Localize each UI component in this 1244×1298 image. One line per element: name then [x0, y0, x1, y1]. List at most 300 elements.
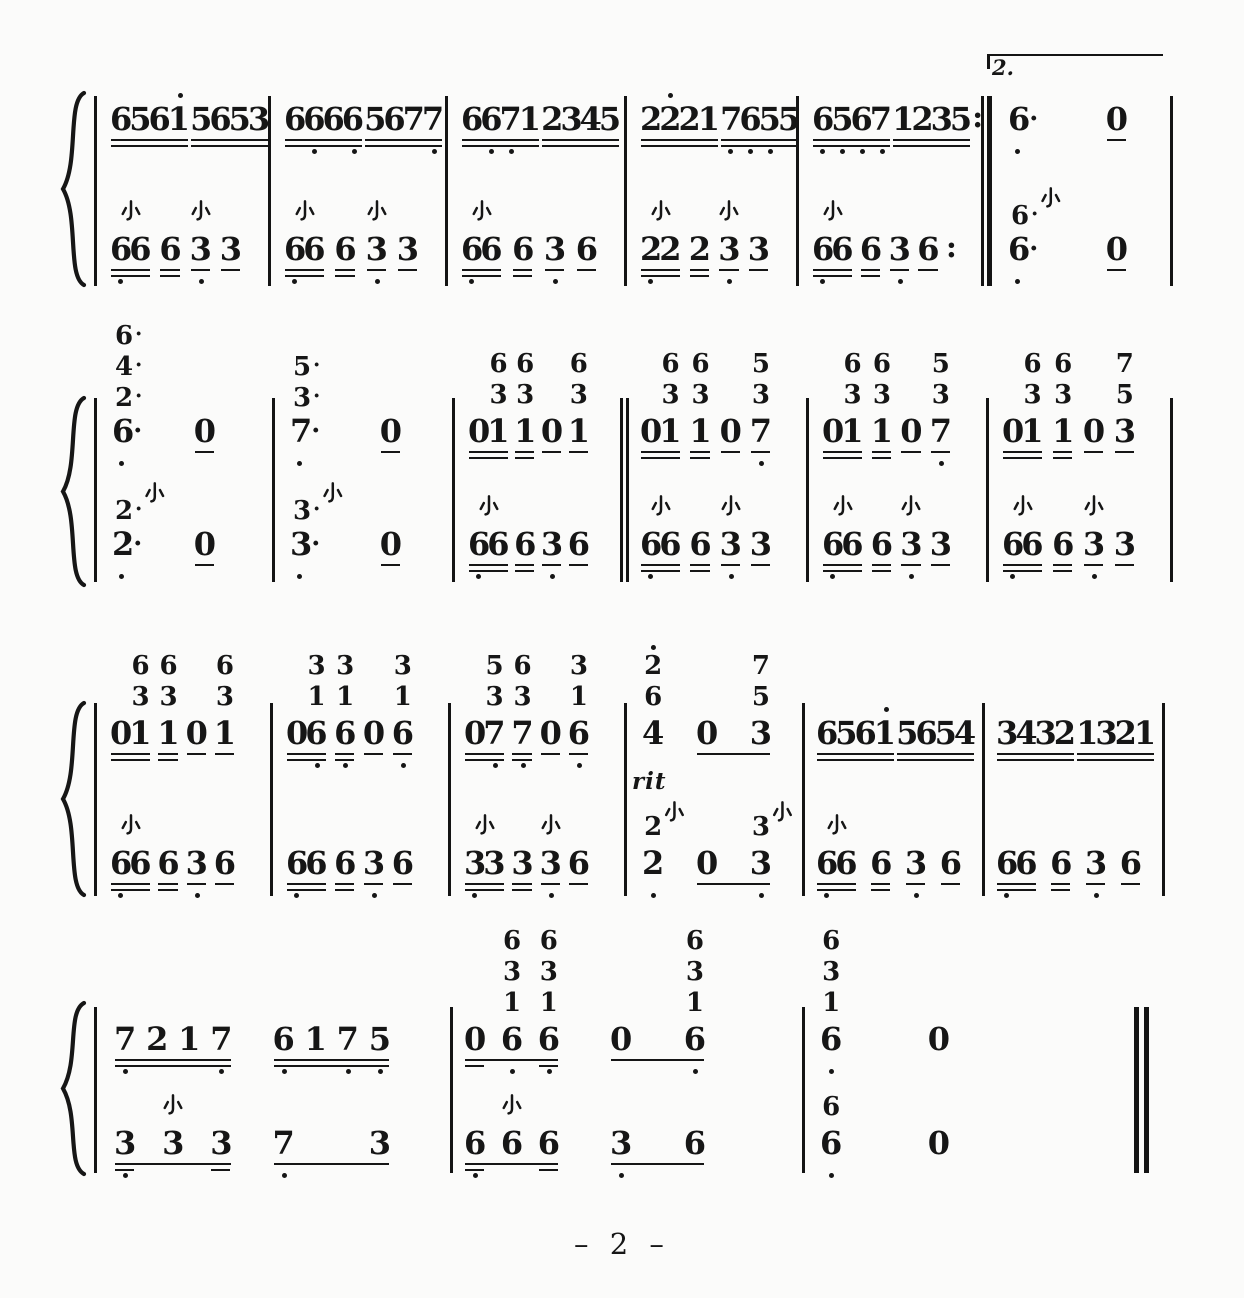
note-token: 3: [610, 1126, 632, 1160]
beam-group: [112, 496, 145, 563]
note-token: 7 5 3: [750, 414, 772, 448]
xiao-annotation: [719, 494, 742, 517]
measure: [456, 310, 620, 600]
barline: [448, 703, 451, 896]
barline: [624, 703, 627, 896]
note-token: 3: [210, 1126, 232, 1160]
note-token: 1 6 3: [870, 349, 891, 450]
beam-group: [114, 1022, 233, 1056]
chord-stack-note: 6: [685, 926, 704, 956]
chord-stack-note: 3: [872, 380, 891, 410]
chord-stack: [843, 349, 861, 411]
beam-group: [1106, 102, 1128, 136]
chord-stack: [822, 926, 840, 1019]
chord-stack: [131, 651, 149, 713]
rest-token: 0: [900, 412, 920, 450]
beam-group: [464, 846, 506, 880]
beam-group: [689, 527, 711, 561]
lower-staff-row: [628, 232, 792, 266]
measure: [272, 85, 441, 300]
beam-group: [391, 651, 414, 752]
beam-group: [940, 846, 962, 880]
beam-group: [284, 232, 326, 266]
note-token: 66: [110, 232, 152, 266]
beam-group: [334, 846, 356, 880]
note-token: 6: [538, 1126, 560, 1160]
beam-group: [822, 527, 864, 561]
note-token: 6 6 3 1: [684, 1022, 706, 1056]
beam-group: [273, 1126, 392, 1160]
xiao-annotation: [1039, 186, 1062, 209]
chord-stack-note: 3: [502, 957, 522, 987]
chord-stack-note: 3: [685, 957, 704, 987]
barline: [270, 703, 273, 896]
note-token: 5654: [896, 714, 974, 752]
staff-brace: [58, 395, 88, 592]
beam-group: [159, 232, 181, 266]
chord-stack-note: 6: [822, 926, 841, 956]
chord-stack-note: 6: [1023, 349, 1042, 379]
lower-staff-row: [806, 1092, 1136, 1162]
note-token: 3: [1083, 527, 1105, 561]
note-token: 6: [1052, 525, 1072, 563]
note-token: 7: [210, 1022, 232, 1056]
chord-stack-note: 3: [691, 380, 710, 410]
note-token: 2345: [541, 100, 619, 138]
chord-stack-note: 6: [872, 349, 891, 379]
chord-stack-note: 3: [931, 380, 950, 410]
upper-staff-row: [454, 926, 798, 1058]
note-token: 6: [273, 1022, 295, 1056]
rest-token: 0: [696, 714, 716, 752]
barline: [1162, 703, 1165, 896]
barline: [450, 1007, 453, 1173]
note-token: 6: [575, 230, 595, 268]
chord-stack: [752, 812, 770, 843]
note-token: 1 6 3: [514, 349, 535, 450]
chord-stack: [336, 651, 354, 713]
beam-group: [610, 1126, 706, 1160]
upper-staff-row: [628, 100, 798, 138]
upper-staff-row: [272, 102, 441, 136]
lower-staff-row: [98, 232, 264, 266]
note-token: 6 3 1: [568, 716, 590, 750]
chord-stack: [822, 1092, 840, 1123]
xiao-annotation: [189, 199, 212, 222]
lower-staff-row: [274, 846, 444, 880]
note-token: 6: [939, 844, 959, 882]
rest-token: 0: [193, 412, 213, 450]
chord-stack-note: 6: [539, 926, 558, 956]
page-number: – 2 –: [574, 1227, 670, 1261]
beam-group: [892, 102, 972, 136]
measure: [986, 640, 1158, 910]
chord-stack: [692, 349, 710, 411]
staff-brace: [58, 700, 88, 902]
barline: [94, 96, 97, 286]
beam-group: [1120, 846, 1142, 880]
beam-group: [366, 232, 388, 266]
beam-group: [917, 232, 939, 266]
upper-staff-row: [806, 926, 1136, 1058]
beam-group: [568, 846, 590, 880]
beam-group: [186, 716, 208, 750]
beam-group: [392, 846, 414, 880]
chord-stack: [307, 651, 325, 713]
note-token: 6561: [110, 102, 190, 136]
upper-staff-row: [98, 651, 266, 752]
chord-stack: [686, 926, 704, 1019]
beam-group: [749, 349, 772, 450]
beam-group: [540, 716, 562, 750]
chord-stack-note: 6: [215, 651, 234, 681]
rest-token: 0: [379, 412, 399, 450]
rest-token: 0: [379, 525, 399, 563]
chord-stack-note: 3: [1054, 380, 1073, 410]
chord-stack-note: 6: [489, 349, 508, 379]
barline: [94, 703, 97, 896]
note-token: 3: [889, 232, 911, 266]
volta-tick: [987, 56, 990, 69]
lower-staff-row: [452, 846, 620, 880]
upper-staff-row: [274, 651, 444, 752]
beam-group: [114, 1126, 233, 1160]
lower-staff-row: [810, 527, 982, 561]
beam-group: [190, 232, 212, 266]
note-token: 3· 3·: [290, 527, 323, 561]
note-token: 6: [391, 844, 411, 882]
note-token: 01 6 3: [110, 651, 150, 752]
note-token: 6·: [1008, 102, 1041, 136]
beam-group: [718, 232, 740, 266]
beam-group: [972, 102, 986, 136]
upper-staff-row: [986, 716, 1158, 750]
lower-staff-row: [628, 812, 798, 882]
beam-group: [190, 102, 270, 136]
chord-stack-note: 3: [843, 380, 862, 410]
beam-group: [889, 232, 911, 266]
xiao-annotation: [473, 813, 496, 836]
barline: [806, 398, 809, 582]
note-token: 3: [114, 1126, 136, 1160]
beam-group: [610, 926, 706, 1058]
beam-group: [946, 232, 960, 266]
beam-group: [514, 349, 536, 450]
chord-stack: [752, 651, 770, 713]
barline: [802, 1007, 805, 1173]
xiao-annotation: [119, 199, 142, 222]
chord-stack: [516, 349, 534, 411]
beam-group: [930, 527, 952, 561]
barline: [1170, 398, 1173, 582]
chord-stack: [570, 349, 588, 411]
chord-stack-note: 3: [215, 682, 234, 712]
xiao-annotation: [1083, 494, 1106, 517]
note-token: 66: [110, 846, 152, 880]
measure: [806, 925, 1136, 1185]
chord-stack-note: 3: [569, 651, 588, 681]
beam-group: [541, 414, 563, 448]
beam-group: [568, 527, 590, 561]
lower-staff-row: [990, 201, 1166, 268]
beam-group: [186, 846, 208, 880]
chord-stack-note: 6: [822, 1092, 841, 1122]
note-token: 01 6 3: [640, 349, 680, 450]
note-token: 3: [541, 527, 563, 561]
barline: [1170, 96, 1173, 286]
staff-brace: [58, 1000, 88, 1181]
xiao-annotation: [365, 199, 388, 222]
beam-group: [900, 414, 922, 448]
measure: [990, 85, 1166, 300]
beam-group: [512, 232, 534, 266]
measure: [452, 640, 620, 910]
upper-staff-row: [456, 349, 620, 450]
measure: [628, 310, 802, 600]
measure: [98, 310, 268, 600]
note-token: 66: [996, 846, 1038, 880]
note-token: 2: [146, 1020, 166, 1058]
note-token: 6: [1050, 844, 1070, 882]
rest-token: 0: [185, 714, 205, 752]
note-token: 7: [273, 1126, 295, 1160]
chord-stack-note: 2: [644, 812, 663, 842]
upper-staff-row: [810, 349, 982, 450]
measure: [98, 640, 266, 910]
xiao-annotation: [718, 199, 741, 222]
note-token: 6: [501, 1126, 523, 1160]
lower-staff-row: [456, 527, 620, 561]
chord-stack-note: 3: [516, 380, 535, 410]
measure: [628, 85, 798, 300]
beam-group: [334, 232, 356, 266]
note-token: 06 3 1: [286, 716, 328, 750]
beam-group: [544, 232, 566, 266]
upper-staff-row: [990, 349, 1166, 450]
upper-staff-row: [98, 1022, 446, 1056]
note-token: 3: [186, 846, 208, 880]
beam-group: [541, 527, 563, 561]
rest-token: 0: [927, 1020, 947, 1058]
note-token: 2 2: [642, 846, 664, 880]
xiao-annotation: [143, 481, 166, 504]
note-token: 6671: [461, 102, 541, 136]
rest-token: 0: [1082, 412, 1103, 450]
note-token: 4 2 6: [642, 716, 664, 750]
note-token: 3: [544, 232, 566, 266]
beam-group: [364, 102, 444, 136]
beam-group: [468, 527, 510, 561]
chord-stack: [644, 812, 662, 843]
note-token: 33: [464, 846, 506, 880]
note-token: 5653: [190, 100, 268, 138]
beam-group: [640, 527, 682, 561]
beam-group: [640, 102, 720, 136]
beam-group: [1008, 102, 1041, 136]
note-token: 2· 2·: [112, 527, 145, 561]
barline: [445, 96, 448, 286]
upper-staff-row: [452, 651, 620, 752]
chord-stack-note: 1: [336, 682, 355, 712]
rest-token: 0: [1105, 230, 1125, 268]
lower-staff-row: [98, 496, 268, 563]
chord-stack-note: 6: [502, 926, 522, 956]
chord-stack-note: 1: [539, 988, 558, 1018]
beam-group: [696, 651, 772, 752]
beam-group: [900, 527, 922, 561]
xiao-annotation: [771, 800, 794, 823]
note-token: 6 3 1: [334, 716, 356, 750]
rest-token: 0: [1105, 100, 1125, 138]
note-token: 3: [749, 525, 769, 563]
beam-group: [1085, 846, 1107, 880]
note-token: 3: [511, 844, 531, 882]
chord-stack-note: 1: [822, 988, 841, 1018]
beam-group: [540, 846, 562, 880]
note-token: 6 6 3 1: [538, 1022, 560, 1056]
note-token: 66: [461, 232, 503, 266]
beam-group: [541, 102, 621, 136]
note-token: 2221: [640, 102, 720, 136]
upper-staff-row: [98, 100, 268, 138]
chord-stack: [1023, 349, 1041, 411]
chord-stack: [293, 349, 320, 411]
beam-group: [464, 651, 506, 752]
beam-group: [1076, 716, 1156, 750]
chord-stack-note: 3: [661, 380, 680, 410]
beam-group: [696, 812, 772, 882]
chord-stack-note: 5·: [292, 352, 321, 382]
note-token: 1 6 3: [157, 651, 178, 752]
chord-stack: [115, 318, 142, 411]
xiao-annotation: [663, 800, 686, 823]
measure: [810, 310, 982, 600]
beam-group: [397, 232, 419, 266]
barline: [452, 398, 455, 582]
beam-group: [748, 232, 770, 266]
xiao-annotation: [470, 199, 493, 222]
chord-stack-note: 6: [513, 651, 532, 681]
rest-token: 0: [539, 714, 559, 752]
beam-group: [871, 527, 893, 561]
note-token: 1: [178, 1020, 198, 1058]
xiao-annotation: [477, 494, 500, 517]
note-token: 6: [512, 230, 532, 268]
beam-group: [468, 349, 510, 450]
upper-staff-row: [98, 321, 268, 450]
note-token: 3: [900, 527, 922, 561]
chord-stack: [160, 651, 178, 713]
lower-staff-row: [276, 496, 448, 563]
note-token: 3: [905, 846, 927, 880]
note-token: 6 3 1: [392, 716, 414, 750]
chord-stack: [216, 651, 234, 713]
xiao-annotation: [825, 813, 848, 836]
note-token: 6· 6·: [1008, 232, 1041, 266]
note-token: 7 5 3: [930, 414, 952, 448]
chord-stack-note: 6: [1054, 349, 1073, 379]
chord-stack: [1054, 349, 1072, 411]
note-token: 6666: [284, 102, 364, 136]
beam-group: [194, 527, 216, 561]
note-token: 6: [514, 525, 534, 563]
chord-stack-note: 2·: [114, 496, 143, 526]
beam-group: [640, 349, 682, 450]
repeat-dots: :: [945, 230, 957, 265]
beam-group: [567, 349, 590, 450]
chord-stack-note: 3: [489, 380, 508, 410]
beam-group: [720, 102, 800, 136]
note-token: 3: [366, 232, 388, 266]
chord-stack: [514, 651, 532, 713]
chord-stack-note: 1: [685, 988, 704, 1018]
chord-stack-note: 6·: [114, 321, 143, 351]
chord-stack-note: 1: [393, 682, 412, 712]
chord-stack-note: 5: [751, 349, 770, 379]
chord-stack: [873, 349, 891, 411]
chord-stack-note: 7: [1115, 349, 1134, 379]
measure: [628, 640, 798, 910]
beam-group: [860, 232, 882, 266]
system-3: [0, 640, 1244, 910]
chord-stack: [503, 926, 521, 1019]
chord-stack-note: 3: [751, 380, 770, 410]
beam-group: [194, 414, 216, 448]
note-token: 66: [640, 527, 682, 561]
note-token: 66: [822, 527, 864, 561]
note-token: 6: [334, 230, 354, 268]
lower-staff-row: [986, 846, 1158, 880]
measure: [449, 85, 620, 300]
chord-stack: [932, 349, 950, 411]
chord-stack-note: 6: [159, 651, 178, 681]
beam-group: [576, 232, 598, 266]
beam-group: [1106, 232, 1128, 266]
beam-group: [157, 846, 179, 880]
upper-staff-row: [990, 102, 1166, 136]
chord-stack: [661, 349, 679, 411]
chord-stack: [485, 651, 503, 713]
chord-stack-note: 3: [159, 682, 178, 712]
beam-group: [1002, 349, 1044, 450]
upper-staff-row: [628, 651, 798, 752]
beam-group: [110, 651, 152, 752]
beam-group: [363, 716, 385, 750]
rest-token: 0: [464, 1022, 486, 1056]
beam-group: [380, 527, 402, 561]
note-token: 6 6: [820, 1126, 842, 1160]
beam-group: [820, 1092, 842, 1162]
beam-group: [286, 846, 328, 880]
beam-group: [750, 527, 772, 561]
note-token: 7· 5· 3·: [290, 414, 323, 448]
beam-group: [363, 846, 385, 880]
beam-group: [1113, 349, 1136, 450]
chord-stack-note: 3: [1023, 380, 1042, 410]
upper-staff-row: [806, 716, 978, 750]
note-token: 6: [334, 844, 354, 882]
upper-staff-row: [276, 352, 448, 450]
beam-group: [816, 716, 896, 750]
xiao-annotation: [649, 494, 672, 517]
chord-stack: [1116, 349, 1134, 411]
note-token: 1235: [892, 100, 970, 138]
chord-stack-note: 5: [1115, 380, 1134, 410]
barline: [982, 703, 985, 896]
beam-group: [928, 1022, 950, 1056]
chord-stack-note: 7: [751, 651, 770, 681]
note-token: 6: [464, 1126, 486, 1160]
